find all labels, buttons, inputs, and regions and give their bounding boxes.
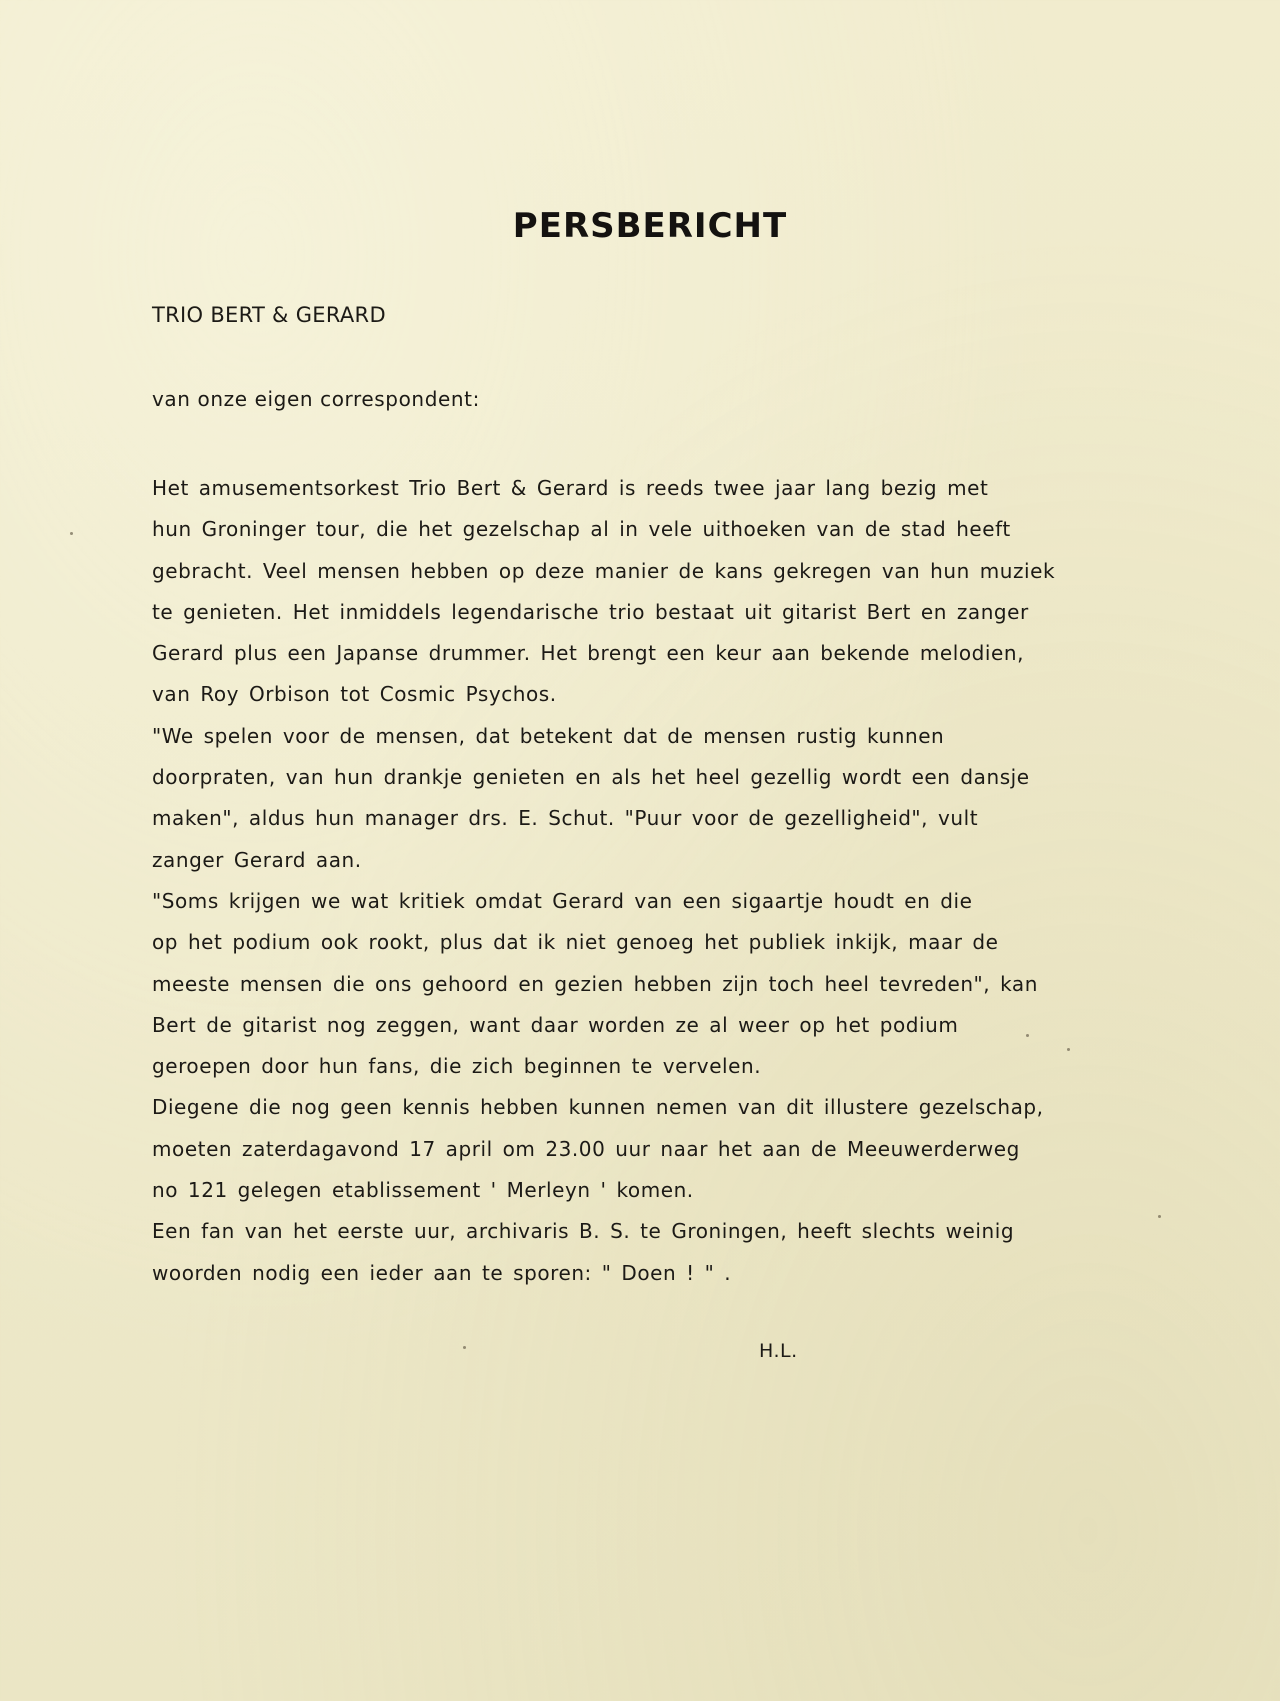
body-line: Diegene die nog geen kennis hebben kunnen nemen van dit illustere gezelschap, bbox=[152, 1095, 1044, 1120]
byline: van onze eigen correspondent: bbox=[152, 387, 480, 411]
body-line: maken", aldus hun manager drs. E. Schut. "Puur voor de gezelligheid", vult bbox=[152, 806, 979, 831]
body-line: gebracht. Veel mensen hebben op deze manier de kans gekregen van hun muziek bbox=[152, 558, 1056, 583]
article-body bbox=[152, 468, 1152, 1294]
body-line: zanger Gerard aan. bbox=[152, 847, 362, 872]
body-line: "Soms krijgen we wat kritiek omdat Gerard van een sigaartje houdt en die bbox=[152, 888, 973, 913]
paper-speck bbox=[463, 1346, 466, 1349]
paper-speck bbox=[1158, 1215, 1161, 1218]
body-line: woorden nodig een ieder aan te sporen: " Doen ! " . bbox=[152, 1260, 732, 1285]
body-line: van Roy Orbison tot Cosmic Psychos. bbox=[152, 682, 557, 707]
body-line: geroepen door hun fans, die zich beginnen te vervelen. bbox=[152, 1054, 762, 1079]
body-line: op het podium ook rookt, plus dat ik niet genoeg het publiek inkijk, maar de bbox=[152, 930, 999, 955]
body-line: moeten zaterdagavond 17 april om 23.00 uur naar het aan de Meeuwerderweg bbox=[152, 1136, 1020, 1161]
paper-speck bbox=[1067, 1048, 1070, 1051]
body-line: Het amusementsorkest Trio Bert & Gerard is reeds twee jaar lang bezig met bbox=[152, 476, 989, 500]
body-line: hun Groninger tour, die het gezelschap al in vele uithoeken van de stad heeft bbox=[152, 517, 1011, 542]
body-line: te genieten. Het inmiddels legendarische trio bestaat uit gitarist Bert en zanger bbox=[152, 599, 1029, 624]
body-line: doorpraten, van hun drankje genieten en als het heel gezellig wordt een dansje bbox=[152, 765, 1030, 790]
body-line: "We spelen voor de mensen, dat betekent dat de mensen rustig kunnen bbox=[152, 723, 945, 748]
body-line: Gerard plus een Japanse drummer. Het brengt een keur aan bekende melodien, bbox=[152, 641, 1024, 666]
document-subtitle: TRIO BERT & GERARD bbox=[152, 303, 386, 327]
document-title: PERSBERICHT bbox=[512, 206, 788, 246]
body-line: Een fan van het eerste uur, archivaris B. S. te Groningen, heeft slechts weinig bbox=[152, 1219, 1015, 1244]
body-line: Bert de gitarist nog zeggen, want daar worden ze al weer op het podium bbox=[152, 1012, 959, 1037]
author-signature: H.L. bbox=[759, 1340, 798, 1362]
body-line: meeste mensen die ons gehoord en gezien hebben zijn toch heel tevreden", kan bbox=[152, 971, 1038, 996]
body-line: no 121 gelegen etablissement ' Merleyn ' komen. bbox=[152, 1178, 694, 1203]
paper-speck bbox=[1026, 1034, 1029, 1037]
paper-speck bbox=[70, 532, 73, 535]
